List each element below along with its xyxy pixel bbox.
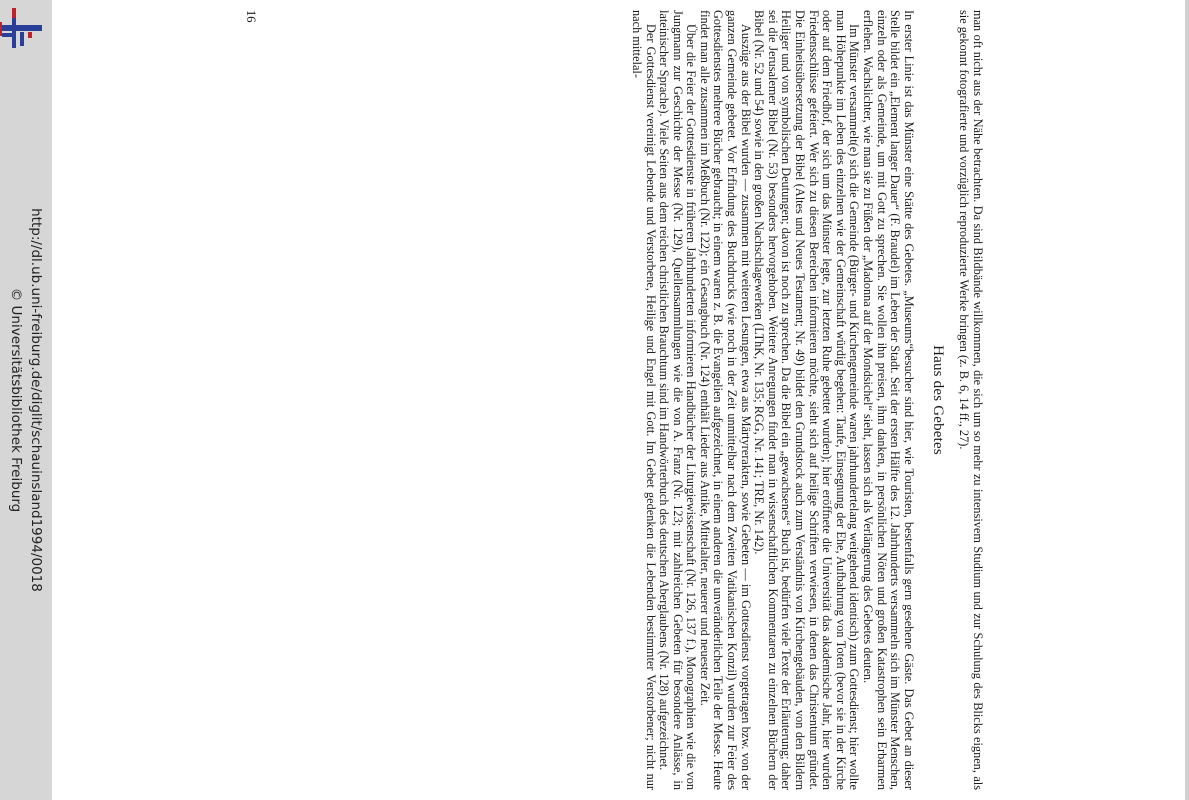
paragraph-3: Auszüge aus der Bibel wurden — zusammen mit weiteren Lesungen, etwa aus Märtyrerakten, sowie Gebeten — im Gottesdienst vorgetragen bzw. von der ganzen Gemeinde gebetet. Vor Erfindung des Buchdrucks (wie noch in der Zeit unmittelbar nach dem Zweiten Vatikanischen Konzil) wurden zur Feier des Gottesdienstes mehrere Bücher gebraucht; in einem waren z. B. die Evangelien aufgezeichnet, in einem anderen die unveränderlichen Teile der Messe. Heute findet man alle zusammen im Meßbuch (Nr. 122); ein Gesangbuch (Nr. 124) enthält Lieder aus Antike, Mittelalter, neuerer und neuester Zeit. <box>697 10 753 790</box>
section-heading: Haus des Gebetes <box>929 345 946 455</box>
intro-paragraph: man oft nicht aus der Nähe betrachten. Da sind Bildbände willkommen, die sich um so mehr zu intensivem Studium und zur Schulung des Blicks eignen, als sie gekonnt fotografierte und vorzüglich reproduzierte Werke bringen (z. B. 6, 14 ff., 27). <box>957 10 985 790</box>
copyright-notice: © Universitätsbibliothek Freiburg <box>8 287 24 513</box>
scanned-page <box>244 10 984 790</box>
viewer-source-info <box>6 20 46 780</box>
source-url[interactable]: http://dl.ub.uni-freiburg.de/diglit/schauinsland1994/0018 <box>28 208 44 592</box>
paragraph-1: In erster Linie ist das Münster eine Stätte des Gebetes. „Museums“besucher sind hier, wie Touristen, bestenfalls gern gesehene Gäste. Das Gebet an dieser Stelle bildet ein „Element langer Dauer“ (F. Braudel) im Leben der Stadt. Seit der ersten Hälfte des 12. Jahrhunderts versammeln sich im Münster Menschen, einzeln oder als Gemeinde, um mit Gott zu sprechen. Sie wollen ihn preisen, ihm danken, in persönlichen Nöten und großen Katastrophen sein Erbarmen erflehen. Wachslichter, wie man sie zu Füßen der „Madonna auf der Mondsichel“ sieht, lassen sich als Verlängerung des Gebetes deuten. <box>861 10 916 790</box>
paragraph-4: Über die Feier der Gottesdienste in früheren Jahrhunderten informieren Handbücher der Liturgiewissenschaft (Nr. 126, 137 f.), Monographien wie die von Jungmann zur Geschichte der Messe (Nr. 129), Quellensammlungen wie die von A. Franz (Nr. 123; mit zahlreichen Gebeten für besondere Anlässe, in lateinischer Sprache). Viele Seiten aus dem reichen christlichen Brauchtum sind im Handwörterbuch des deutschen Aberglaubens (Nr. 128) aufgezeichnet. <box>657 10 699 790</box>
paragraph-5: Der Gottesdienst vereinigt Lebende und Verstorbene, Heilige und Engel mit Gott. Im Gebet gedenken die Lebenden bestimmter Verstorbener; nicht nur nach mittelal- <box>629 10 658 790</box>
page-number: 16 <box>244 10 258 23</box>
paragraph-2: Im Münster versammelt(e) sich die Gemeinde (Bürger- und Kirchengemeinde waren jahrhundertelang weitgehend identisch) zum Gottesdienst; hier wollte man Höhepunkte im Leben des einzelnen wie der Gemeinschaft würdig begehen: Taufe, Einsegnung der Ehe, Aufbahrung von Toten (bevor sie in der Kirche oder auf dem Friedhof, der sich um das Münster legte, zur letzten Ruhe gebettet wurden); hier eröffnete die Universität das akademische Jahr, hier wurden Friedensschlüsse gefeiert. Wer sich zu diesen Bereichen informieren möchte, sieht sich auf heilige Schriften verwiesen, in denen das Christentum gründet. Die Einheitsübersetzung der Bibel (Altes und Neues Testament; Nr. 49) bildet den Grundstock auch zum Verständnis von Kirchengebäuden, von den Bildern Heiliger und von symbolischen Deutungen; davon ist noch zu sprechen. Da die Bibel ein „gewachsenes“ Buch ist, bedürfen viele Texte der Erläuterung; daher sei die Jerusalemer Bibel (Nr. 53) besonders hervorgehoben. Weitere Anregungen findet man in wissenschaftlichen Kommentaren zu einzelnen Büchern der Bibel (Nr. 52 und 54) sowie in den großen Nachschlagewerken (LThK, Nr. 135; RGG, Nr. 141; TRE, Nr. 142). <box>752 10 862 790</box>
scrollbar[interactable] <box>1185 0 1189 800</box>
page-body <box>629 10 984 790</box>
viewer-sidebar <box>0 0 52 800</box>
